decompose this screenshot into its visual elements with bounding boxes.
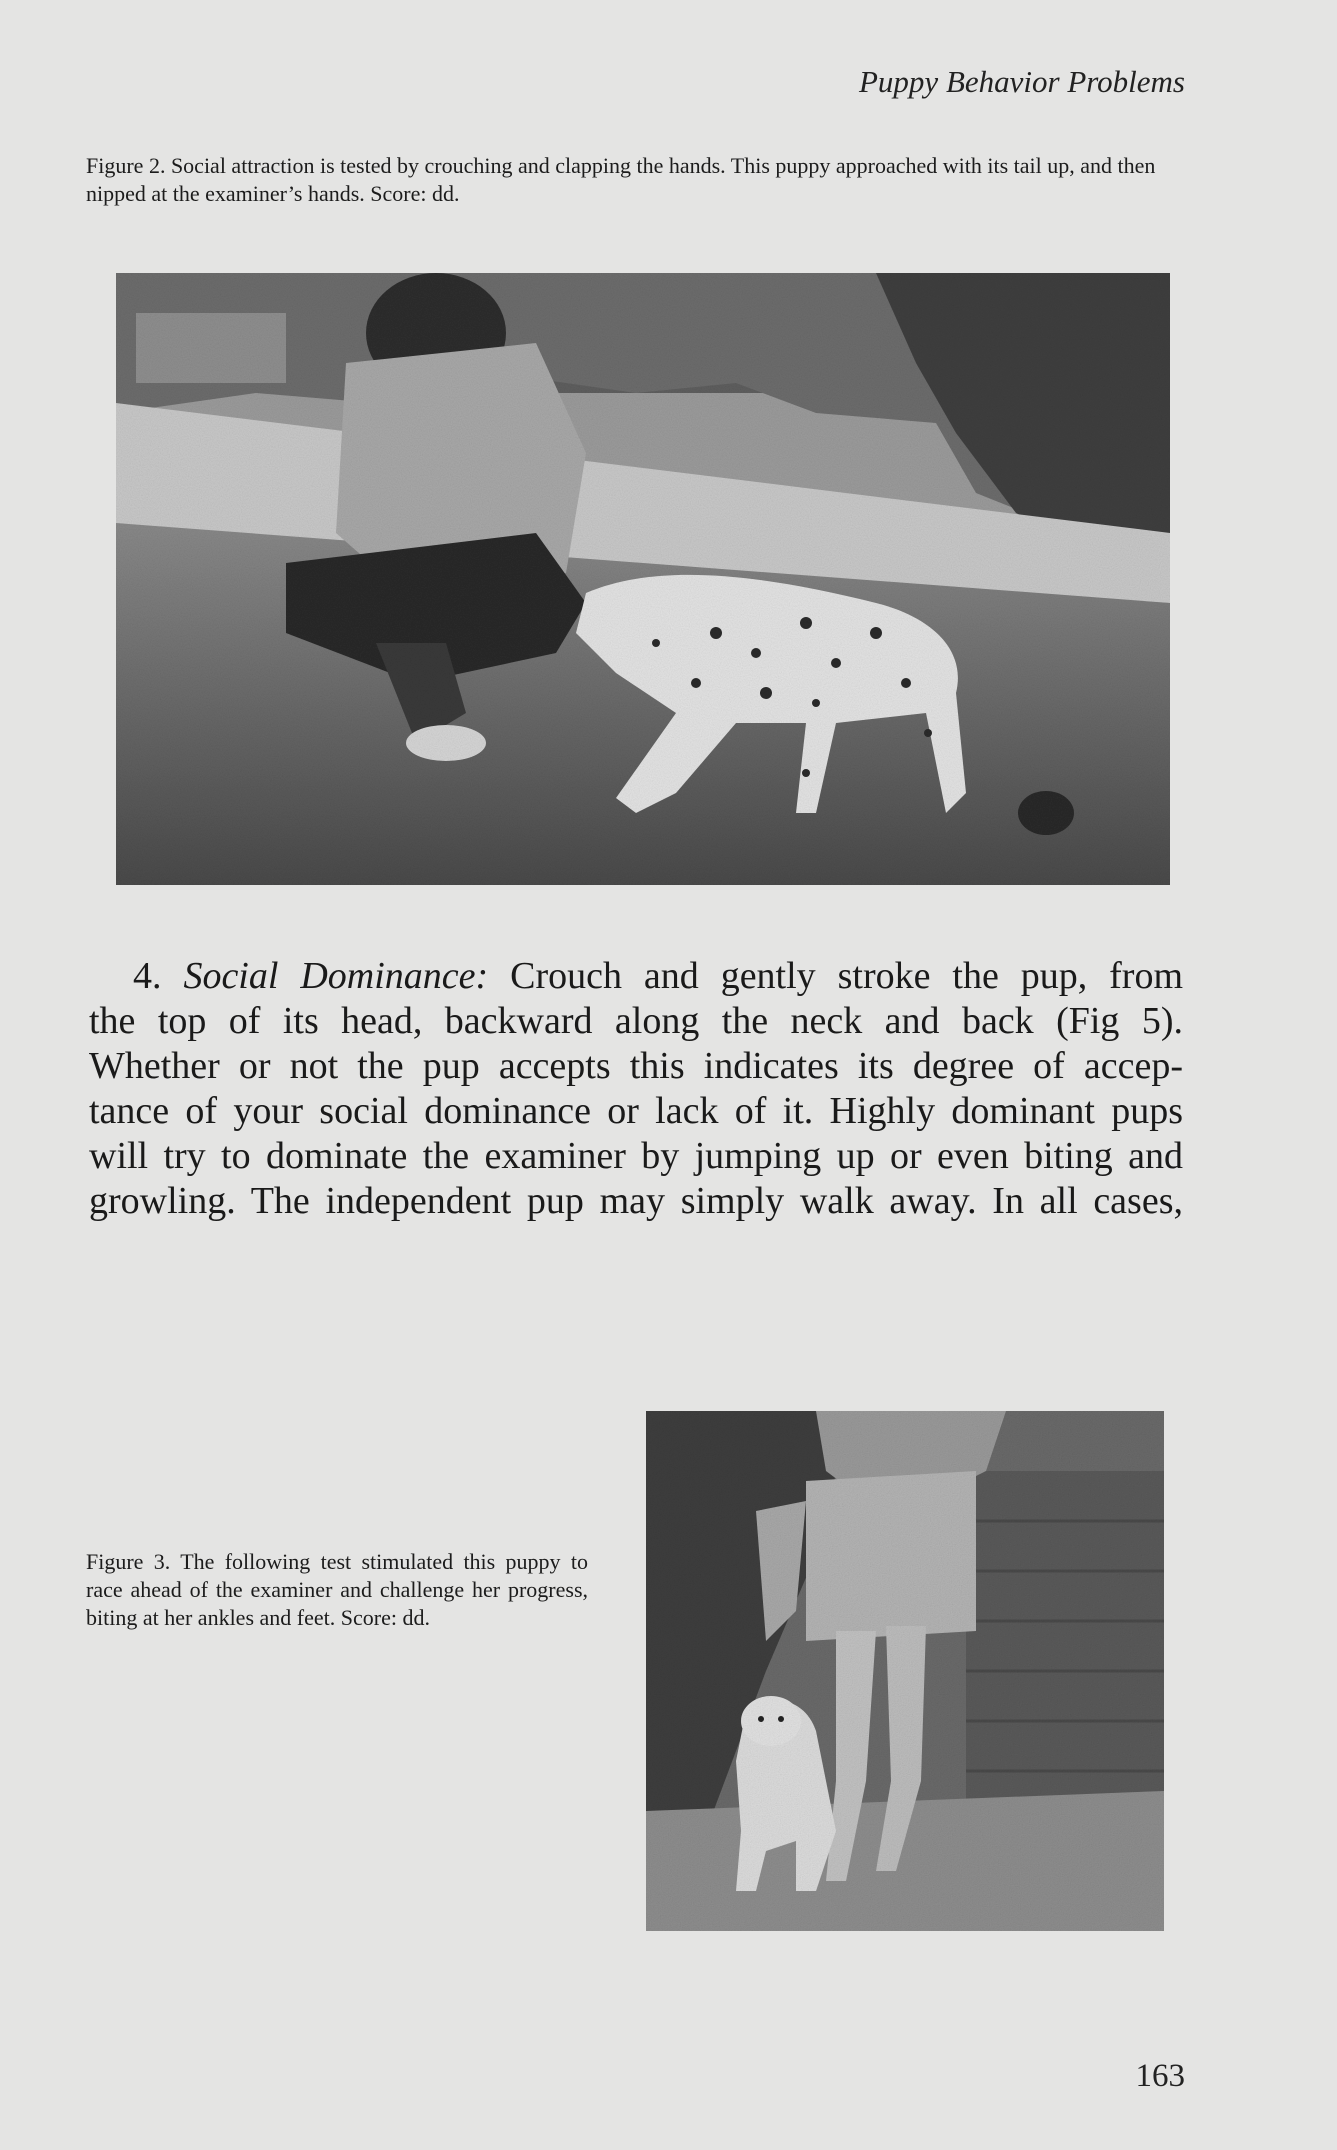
figure-3-photo — [646, 1411, 1164, 1931]
section-number: 4. — [133, 955, 162, 997]
page-number: 163 — [1135, 2058, 1185, 2094]
figure-2-photo — [116, 273, 1170, 885]
figure-2-caption: Figure 2. Social attraction is tested by crouching and clapping the hands. This puppy approached with its tail up, and then nipped at the examiner’s hands. Score: dd. — [86, 153, 1156, 206]
figure-3-caption: Figure 3. The following test stimulated this puppy to race ahead of the examiner and challenge her progress, biting at her ankles and feet. Score: dd. — [86, 1549, 588, 1630]
body-line: will try to dominate the examiner by jumping up or even biting and — [89, 1135, 1183, 1177]
body-line: tance of your social dominance or lack of it. Highly dominant pups — [89, 1090, 1183, 1132]
section-heading: Social Dominance: — [183, 955, 489, 997]
body-line: Whether or not the pup accepts this indicates its degree of accep- — [89, 1045, 1183, 1087]
body-line: 4. Social Dominance: Crouch and gently stroke the pup, from — [133, 955, 1184, 997]
body-line: growling. The independent pup may simply walk away. In all cases, — [89, 1180, 1183, 1222]
body-paragraph — [89, 954, 1183, 1224]
body-line: the top of its head, backward along the neck and back (Fig 5). — [89, 1000, 1183, 1042]
running-head: Puppy Behavior Problems — [859, 64, 1185, 99]
